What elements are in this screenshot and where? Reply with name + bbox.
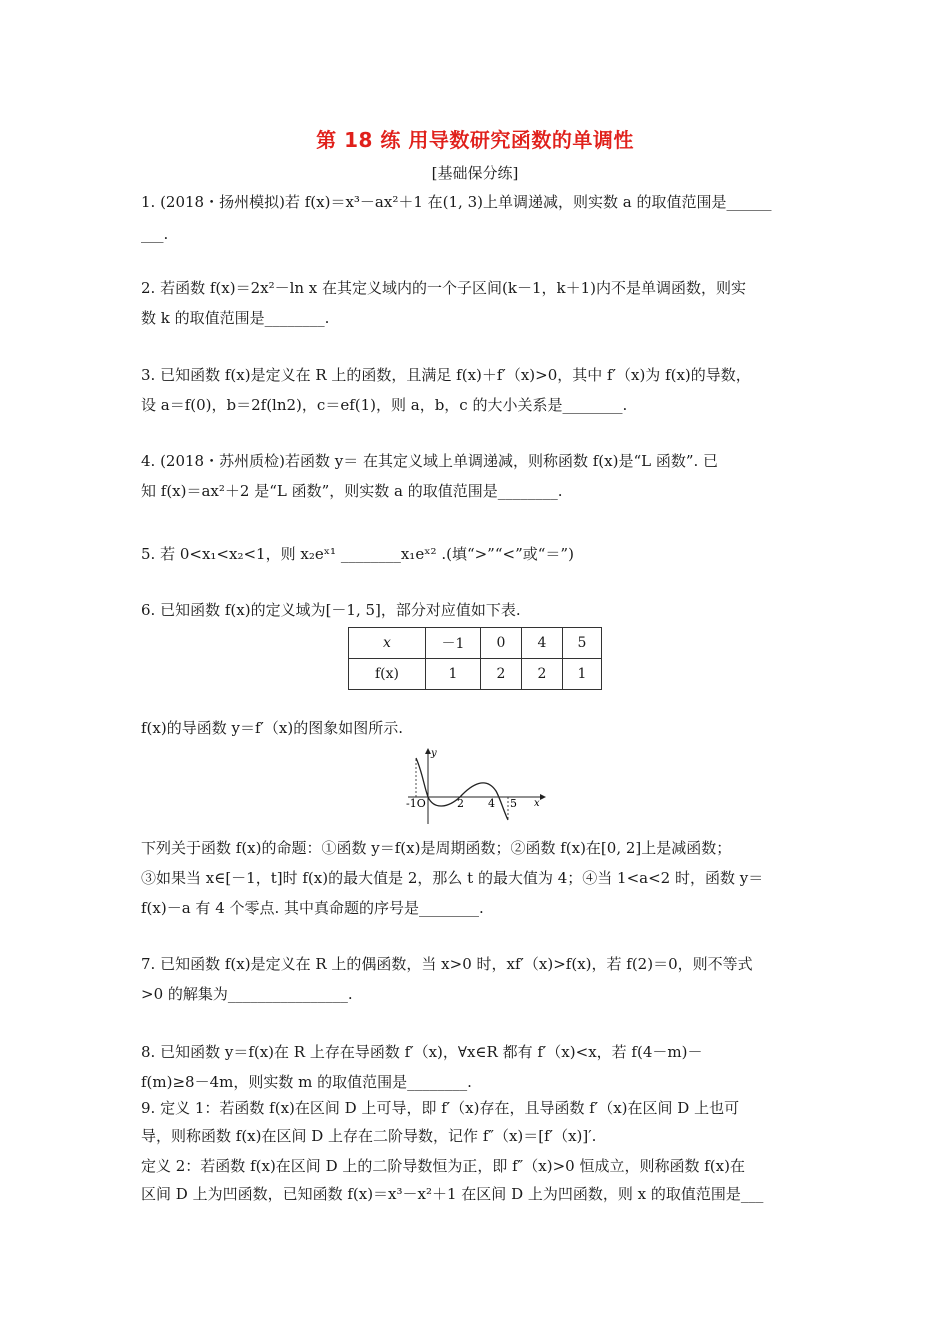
table-cell: 1 [426, 659, 481, 690]
question-9-line-3: 定义 2：若函数 f(x)在区间 D 上的二阶导数恒为正，即 f″（x)>0 恒成立，则称函数 f(x)在 [141, 1157, 745, 1175]
table-row [349, 659, 602, 690]
table-cell: 2 [522, 659, 563, 690]
derivative-curve [416, 758, 508, 820]
page-title: 第 18 练 用导数研究函数的单调性 [316, 128, 634, 152]
question-6-line-3: 下列关于函数 f(x)的命题：①函数 y＝f(x)是周期函数；②函数 f(x)在[0, 2]上是减函数； [141, 839, 732, 857]
question-1-line-1: 1. (2018・扬州模拟)若 f(x)＝x³－ax²＋1 在(1, 3)上单调递减，则实数 a 的取值范围是______ [141, 193, 772, 211]
value-table [348, 627, 602, 690]
table-cell: 2 [481, 659, 522, 690]
question-2-line-2: 数 k 的取值范围是________. [141, 309, 330, 327]
table-row [349, 628, 602, 659]
x-axis-arrow [540, 794, 546, 800]
question-8-line-2: f(m)≥8－4m，则实数 m 的取值范围是________. [141, 1073, 472, 1091]
question-6-line-4: ③如果当 x∈[－1，t]时 f(x)的最大值是 2，那么 t 的最大值为 4；④当 1<a<2 时，函数 y＝ [141, 869, 764, 887]
question-1-line-2: ___. [141, 225, 169, 243]
table-cell: 0 [481, 628, 522, 659]
table-cell: f(x) [349, 659, 426, 690]
table-cell: 5 [563, 628, 602, 659]
tick-label-2: 2 [457, 797, 464, 810]
tick-label-5: 5 [510, 797, 517, 810]
question-6-line-5: f(x)－a 有 4 个零点. 其中真命题的序号是________. [141, 899, 484, 917]
question-6-line-2: f(x)的导函数 y＝f′（x)的图象如图所示. [141, 719, 403, 737]
question-7-line-2: >0 的解集为________________. [141, 985, 353, 1003]
table-cell: 1 [563, 659, 602, 690]
question-6-line-1: 6. 已知函数 f(x)的定义域为[－1, 5]，部分对应值如下表. [141, 601, 521, 619]
question-5-line-1: 5. 若 0<x₁<x₂<1，则 x₂eˣ¹ ________x₁eˣ² .(填“>”“<”或“＝”) [141, 545, 574, 563]
question-4-line-2: 知 f(x)＝ax²＋2 是“L 函数”，则实数 a 的取值范围是________. [141, 482, 563, 500]
x-axis-label: x [534, 798, 540, 809]
table-cell: －1 [426, 628, 481, 659]
question-3-line-2: 设 a＝f(0)，b＝2f(ln2)，c＝ef(1)，则 a，b，c 的大小关系是________. [141, 396, 628, 414]
derivative-graph [400, 746, 550, 826]
tick-label-4: 4 [488, 797, 495, 810]
y-axis-label: y [431, 748, 437, 759]
question-2-line-1: 2. 若函数 f(x)＝2x²－ln x 在其定义域内的一个子区间(k－1，k＋1)内不是单调函数，则实 [141, 279, 747, 297]
origin-label: -1O [406, 797, 426, 810]
section-subtitle: [基础保分练] [431, 164, 519, 182]
question-9-line-2: 导，则称函数 f(x)在区间 D 上存在二阶导数，记作 f″（x)＝[f′（x)]′. [141, 1127, 597, 1145]
question-3-line-1: 3. 已知函数 f(x)是定义在 R 上的函数，且满足 f(x)＋f′（x)>0，其中 f′（x)为 f(x)的导数， [141, 366, 751, 384]
table-cell: 4 [522, 628, 563, 659]
question-8-line-1: 8. 已知函数 y＝f(x)在 R 上存在导函数 f′（x)，∀x∈R 都有 f′（x)<x，若 f(4－m)－ [141, 1043, 703, 1061]
table-cell: x [349, 628, 426, 659]
question-4-line-1: 4. (2018・苏州质检)若函数 y＝ 在其定义域上单调递减，则称函数 f(x)是“L 函数”. 已 [141, 452, 719, 470]
question-9-line-4: 区间 D 上为凹函数，已知函数 f(x)＝x³－x²＋1 在区间 D 上为凹函数，则 x 的取值范围是___ [141, 1185, 764, 1203]
question-9-line-1: 9. 定义 1：若函数 f(x)在区间 D 上可导，即 f′（x)存在，且导函数 f′（x)在区间 D 上也可 [141, 1099, 740, 1117]
question-7-line-1: 7. 已知函数 f(x)是定义在 R 上的偶函数，当 x>0 时，xf′（x)>f(x)，若 f(2)＝0，则不等式 [141, 955, 753, 973]
